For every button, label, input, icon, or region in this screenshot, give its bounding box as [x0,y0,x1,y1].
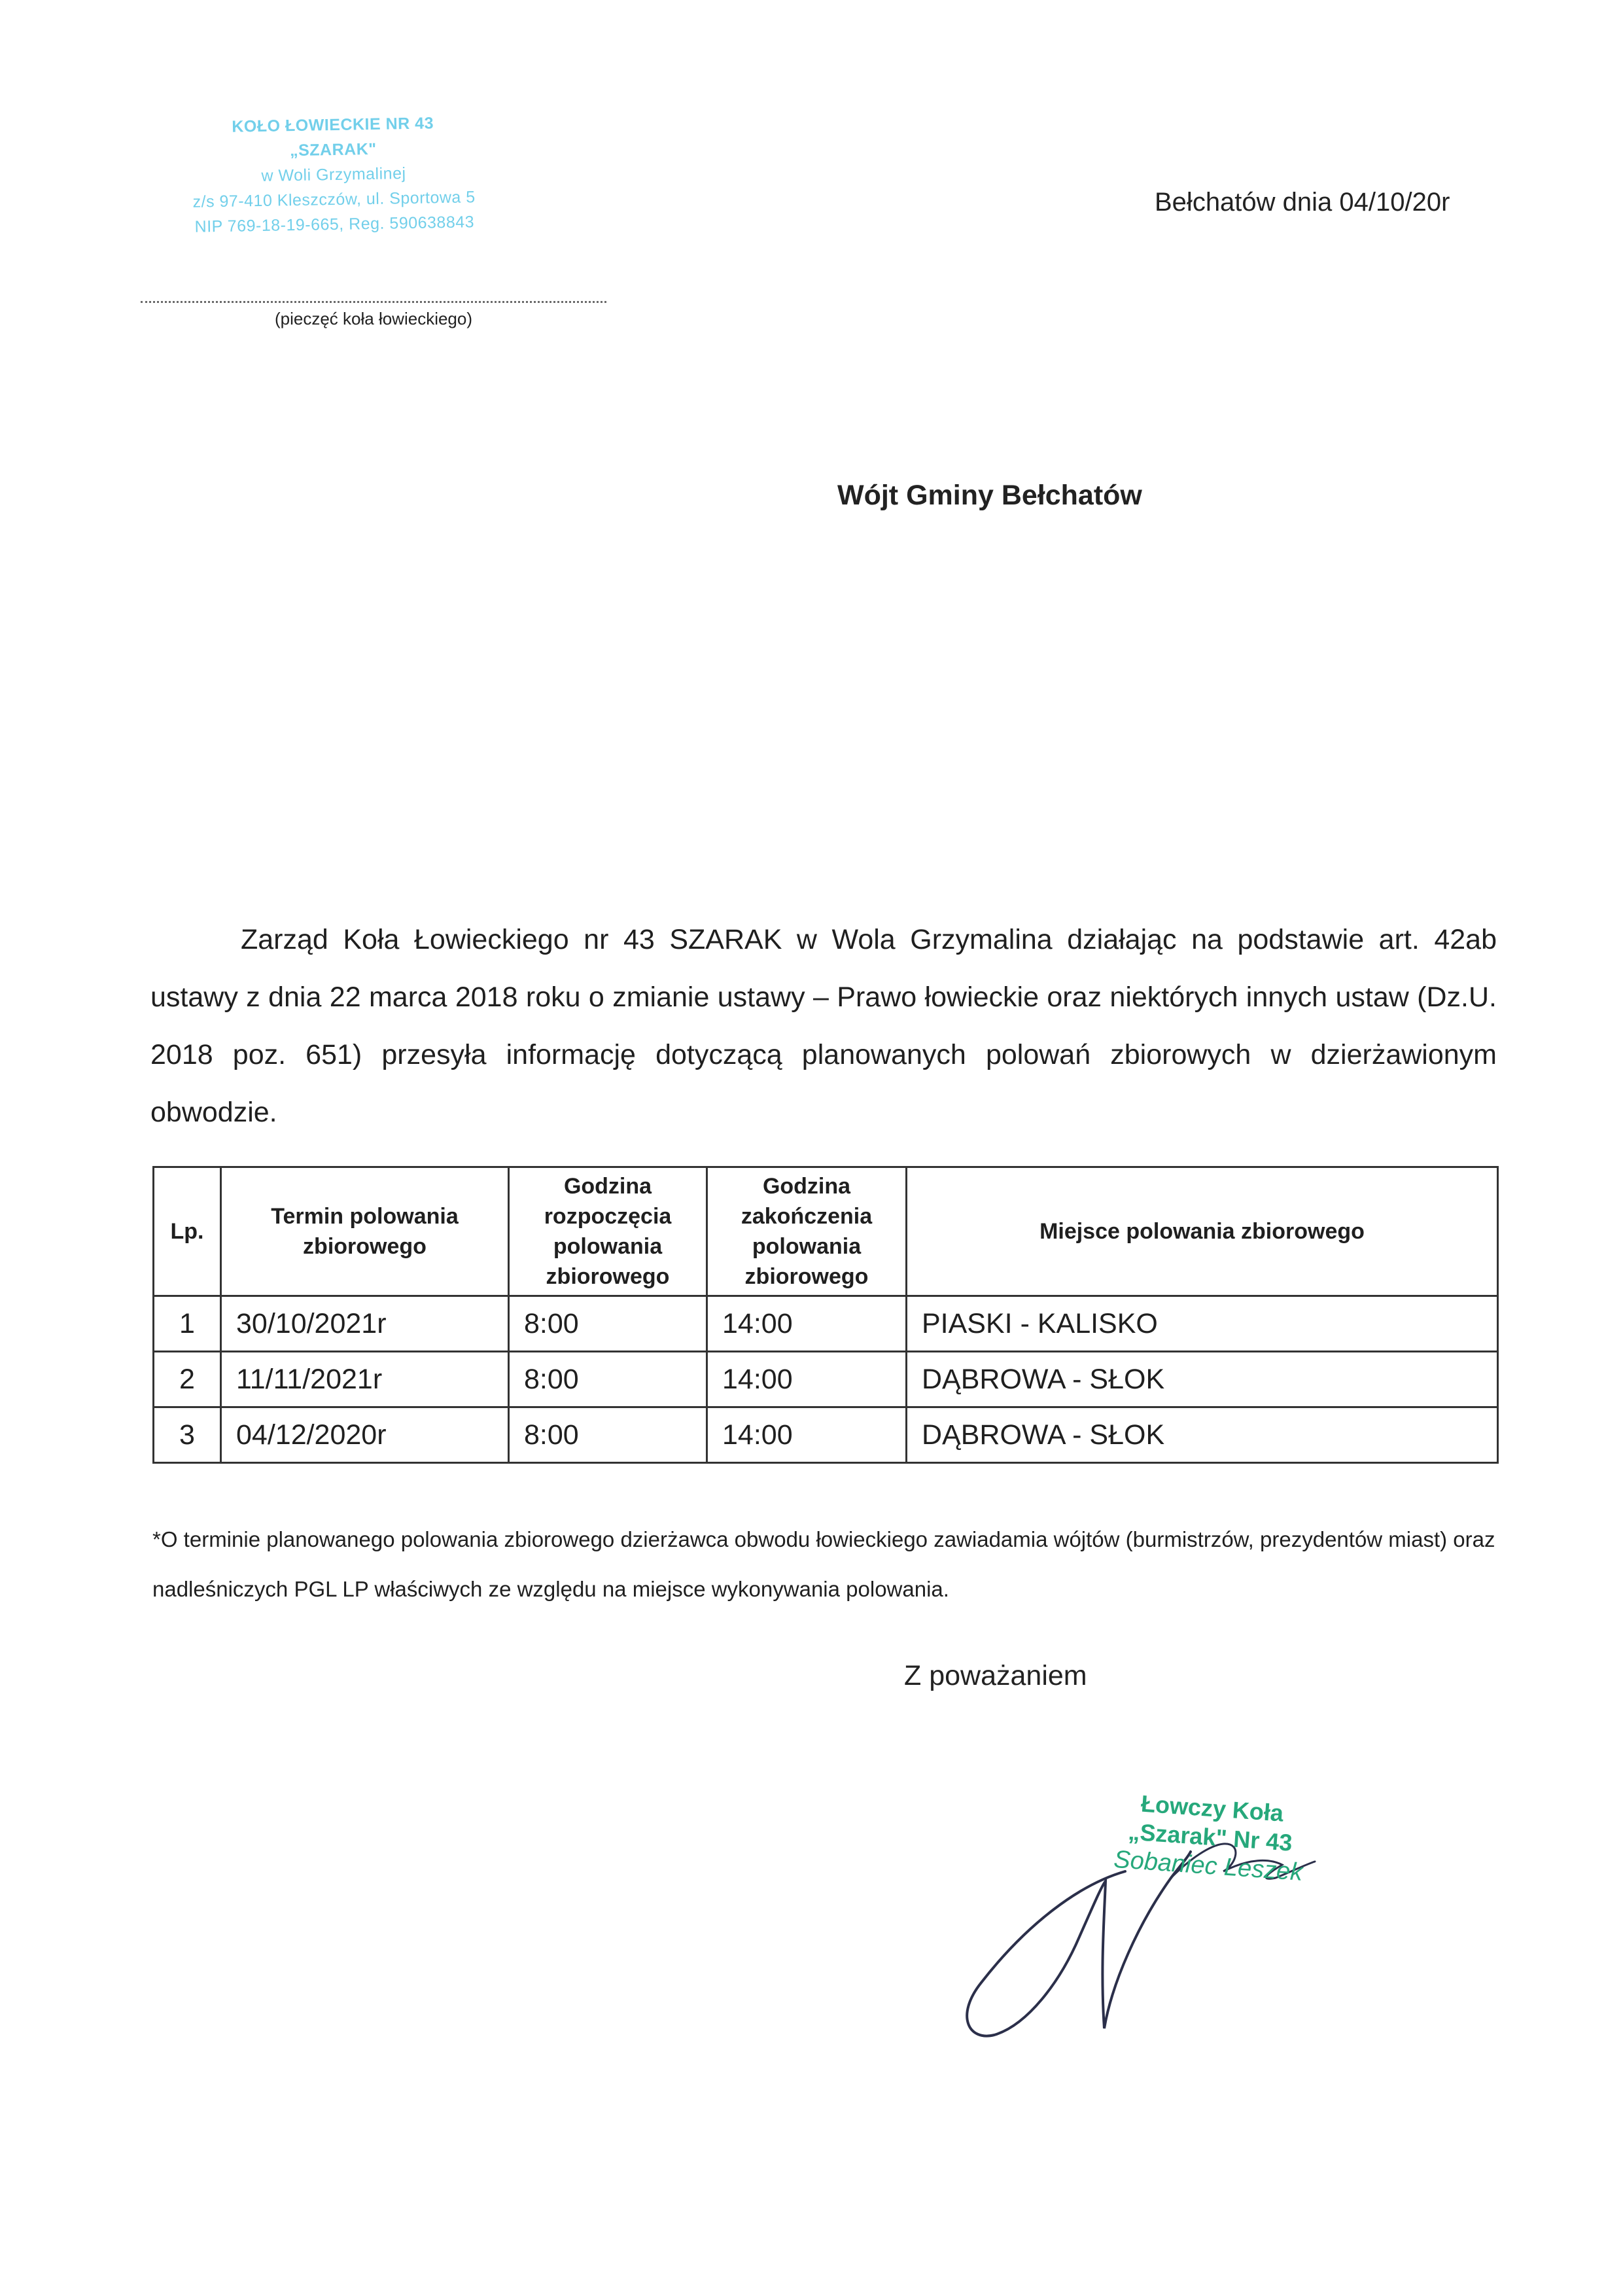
closing-greeting: Z poważaniem [904,1660,1087,1691]
cell-lp: 1 [154,1296,221,1352]
cell-date: 30/10/2021r [221,1296,509,1352]
cell-end: 14:00 [707,1296,907,1352]
stamp-line-address: z/s 97-410 Kleszczów, ul. Sportowa 5 [192,188,476,211]
footnote: *O terminie planowanego polowania zbiorowego dzierżawca obwodu łowieckiego zawiadamia wójtów (burmistrzów, prezydentów miast) oraz nadleśniczych PGL LP właściwych ze względu na miejsce wykonywania polowania. [152,1527,1495,1601]
header-end: Godzina zakończenia polowania zbiorowego [707,1167,907,1296]
sig-stamp-club: „Szarak" Nr 43 [1127,1818,1293,1856]
signature-stroke-main [967,1852,1191,2036]
cell-date: 04/12/2020r [221,1407,509,1463]
recipient-heading: Wójt Gminy Bełchatów [837,480,1142,511]
hunting-club-stamp [123,109,544,240]
header-start: Godzina rozpoczęcia polowania zbiorowego [509,1167,707,1296]
body-paragraph: Zarząd Koła Łowieckiego nr 43 SZARAK w Wola Grzymalina działając na podstawie art. 42ab ustawy z dnia 22 marca 2018 roku o zmianie ustawy – Prawo łowieckie oraz niektórych innych ustaw (Dz.U. 2018 poz. 651) przesyła informację dotyczącą planowanych polowań zbiorowych w dzierżawionym obwodzie. [150,924,1497,1128]
hunt-schedule-table [152,1166,1499,1464]
sig-stamp-title: Łowczy Koła [1140,1790,1285,1827]
sig-stamp-name: Sobaniec Leszek [1113,1845,1304,1886]
date-line: Bełchatów dnia 04/10/20r [1155,188,1450,217]
cell-place: PIASKI - KALISKO [907,1296,1498,1352]
stamp-line-nip: NIP 769-18-19-665, Reg. 590638843 [194,213,475,236]
stamp-dotted-line [141,301,606,303]
cell-start: 8:00 [509,1296,707,1352]
header-date: Termin polowania zbiorowego [221,1167,509,1296]
table-row [154,1296,1498,1352]
stamp-line-location: w Woli Grzymalinej [261,164,406,185]
table-row [154,1352,1498,1407]
table-row [154,1407,1498,1463]
cell-lp: 3 [154,1407,221,1463]
cell-start: 8:00 [509,1352,707,1407]
stamp-line-club-nickname: „SZARAK" [289,139,377,160]
stamp-caption: (pieczęć koła łowieckiego) [274,309,473,328]
table-header-row [154,1167,1498,1296]
cell-start: 8:00 [509,1407,707,1463]
stamp-line-club-name: KOŁO ŁOWIECKIE NR 43 [232,114,434,136]
cell-place: DĄBROWA - SŁOK [907,1407,1498,1463]
signature-stamp [1083,1786,1337,1889]
cell-place: DĄBROWA - SŁOK [907,1352,1498,1407]
cell-end: 14:00 [707,1407,907,1463]
header-place: Miejsce polowania zbiorowego [907,1167,1498,1296]
header-lp: Lp. [154,1167,221,1296]
cell-date: 11/11/2021r [221,1352,509,1407]
cell-lp: 2 [154,1352,221,1407]
cell-end: 14:00 [707,1352,907,1407]
